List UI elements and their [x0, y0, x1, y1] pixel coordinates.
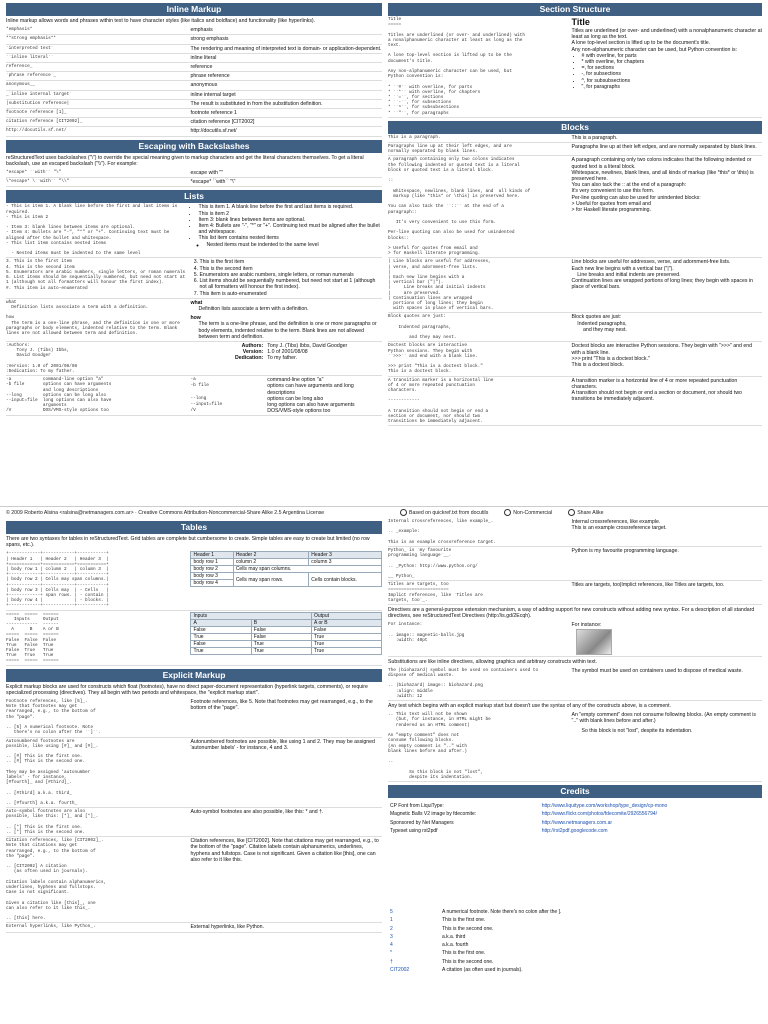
rendered-cell: Citation references, like [CIT2002]. Note that citations may get rearranged, e.g., to the bottom of the "page". Citation labels contain alphanumerics, underlines, hyphens and fullstops. Case is not significant. Given a citation like [this], one can also refer to it like this. [190, 838, 381, 863]
source-cell: A paragraph containing only two colons indicates the following indented or quoted text is a literal block or quoted text is a literal block. :: Whitespace, newlines, blank lines, and all kinds of markup (like *this* or \this) is preserved here. You can also tack the ``::`` at the end of a paragraph:: It's very convenient to use this form. Per-line quoting can also be used for unindented blocks:: > Useful for quotes from email and > for Haskell literate programming. [388, 157, 531, 257]
source-cell: | Line blocks are useful for addresses, | verse, and adornment-free lists. | | Each new line begins with a | vertical bar ("|"). | Line breaks and initial indents | are preserved. | Continuation lines are wrapped portions of long lines; they begin with spaces in place of vertical bars. [388, 259, 494, 312]
source-cell: **strong emphasis** [6, 36, 57, 42]
rendered-cell: Autonumbered footnotes are possible, like using 1 and 2. They may be assigned 'autonumber labels' - for instance, 4 and 3. [190, 738, 377, 751]
field-list-row [6, 342, 382, 376]
simple-table [190, 612, 382, 655]
section-p2: A lone top-level section is lifted up to be the document's title. [571, 40, 711, 47]
rendered-cell: inline internal target [190, 91, 236, 98]
option-key: --input=file [190, 401, 223, 407]
left-column-top [6, 0, 382, 505]
def-how: The term is a one-line phrase, and the definition is one or more paragraphs or body elements, indented relative to the term. Blank lines are not allowed between term and definition. [198, 321, 377, 340]
block-row [388, 313, 762, 342]
rendered-cell: strong emphasis [190, 36, 229, 43]
rendered-cell: Doctest blocks are interactive Python sessions. They begin with ">>>" and end with a blank line. >>> print "This is a doctest block." This is a doctest block. [571, 343, 753, 368]
rendered-cell: http://docutils.sf.net/ [190, 128, 237, 135]
source-cell: Python_ is `my favourite programming language`__. .. _Python: http://www.python.org/ __ Python_ [388, 548, 478, 580]
explicit-intro: Explicit markup blocks are used for constructs which float (footnotes), have no direct paper-document representation (hyperlink targets, comments), or require specialized processing (directives). They all begin with two periods and whitespace, the "explicit markup start". [6, 683, 368, 696]
field-key: Dedication: [235, 355, 264, 362]
substitution-out: The symbol must be used on containers used to dispose of medical waste. [571, 667, 743, 674]
cc-footer [400, 508, 760, 518]
right-column-bottom [388, 518, 762, 1024]
footnote-label: * [390, 950, 392, 957]
bullet-list-row [6, 203, 382, 258]
grid-header-cell: Header 2 [233, 552, 308, 559]
footnote-row [390, 926, 760, 932]
source-cell: ``inline literal`` [6, 54, 54, 60]
field-value: Tony J. (Tibs) Ibbs, David Goodger [267, 342, 348, 349]
directive-label: For instance: [571, 622, 602, 629]
def-what: Definition lists associate a term with a definition. [198, 305, 309, 312]
simple-table-src: ===== ===== ====== Inputs Output ------------ ------ A B A or B ===== ===== ====== False False False True False True False True True True True True ===== ===== ====== [6, 611, 59, 664]
escape-out-2: *escape* ``with`` "\" [190, 179, 236, 186]
credit-link[interactable]: http://www.liquitype.com/workshop/type_design/cp-mono [541, 802, 668, 809]
rendered-cell: inline literal [190, 54, 217, 61]
def-list-src: what Definition lists associate a term with a definition. how The term is a one-line phrase, and the definition is one or more paragraphs or body elements, indented relative to the term. Blank lines are not allowed between term and definition. [6, 299, 180, 336]
rendered-cell: Internal crossreferences, like example. This is an example crossreference target. [571, 519, 667, 532]
enum-item: 5. Enumerators are arabic numbers, single letters, or roman numerals [199, 272, 382, 278]
inline-markup-row [6, 109, 382, 118]
simple-cell: False [312, 626, 382, 633]
option-value: long options can also have arguments [267, 401, 355, 408]
block-row [388, 156, 762, 258]
simple-table-row [6, 611, 382, 666]
substitution-src: The |biohazard| symbol must be used on containers used to dispose of medical waste. .. |biohazard| image:: biohazard.png :align: middle :width: 12 [388, 667, 539, 699]
option-list-out [190, 377, 382, 414]
enum-item: 4. This is the second item [199, 266, 382, 272]
footnote-text: This is the first one. [442, 917, 486, 924]
option-list-row [6, 376, 382, 416]
footnote-row [390, 967, 760, 973]
simple-cell: False [191, 626, 251, 633]
option-value: command-line option "a" [267, 377, 324, 384]
source-cell: Citation references, like [CIT2002]_. Note that citations may get rearranged, e.g., to the bottom of the "page". .. [CIT2002] A citation (as often used in journals). Citation labels contain alphanumerics, underlines, hyphens and fullstops. Case is not significant. Given a citation like [this]_, one can also refer to it like this_. .. [this] here. [6, 838, 107, 922]
bullet-list [190, 204, 382, 241]
rendered-cell: anonymous [190, 82, 218, 89]
source-cell: This is a paragraph. [388, 134, 441, 140]
simple-cell: True [312, 647, 382, 654]
rendered-cell: Footnote references, like 5. Note that footnotes may get rearranged, e.g., to the bottom of the "page". [190, 699, 375, 712]
inline-markup-row [6, 35, 382, 44]
footnote-text: This is the first one. [442, 950, 486, 957]
credit-label: Sponsored by Net Managers [390, 819, 454, 826]
def-list-out [190, 300, 382, 340]
grid-cell: Cells contain blocks. [309, 573, 382, 587]
cc-nc-icon [504, 509, 511, 516]
rendered-cell: Auto-symbol footnotes are also possible, like this: * and †. [190, 809, 324, 816]
comment-intro: Any text which begins with an explicit markup start but doesn't use the syntax of any of the constructs above, is a comment. [388, 703, 671, 710]
cc-nc: Non-Commercial [504, 508, 552, 518]
simple-subheader-cell: A [191, 619, 251, 626]
credit-link[interactable]: http://rst2pdf.googlecode.com [541, 828, 608, 835]
rendered-cell: emphasis [190, 27, 213, 34]
grid-cell: column 3 [309, 559, 382, 566]
option-key: /V [190, 408, 196, 414]
right-column-top [388, 0, 762, 505]
option-value: options can be long also [267, 395, 324, 402]
simple-cell: True [191, 647, 251, 654]
directive-src: For instance: .. image:: magnetic-balls.jpg :width: 40pt [388, 622, 465, 644]
rendered-cell: External hyperlinks, like Python. [190, 924, 264, 931]
footnote-row [390, 950, 760, 956]
escaping-intro: reStructuredText uses backslashes ("\") to override the special meaning given to markup characters and get the literal characters themselves. To get a literal backslash, use an escaped backslash ("\\"). For example: [6, 154, 364, 167]
bullet-item: • This list item contains nested items [198, 235, 382, 241]
source-cell: External hyperlinks, like Python_. [6, 924, 96, 930]
lists-header: Lists [6, 190, 382, 203]
simple-cell: True [312, 640, 382, 647]
grid-header-cell: Header 3 [309, 552, 382, 559]
section-title-sample: Title [571, 17, 590, 27]
rendered-cell: phrase reference [190, 73, 230, 80]
source-cell: http://docutils.sf.net/ [6, 128, 67, 134]
bullet-item: • This is item 1. A blank line before the first and last items is required. [198, 204, 382, 210]
inline-markup-row [6, 91, 382, 100]
field-key: Version: [242, 349, 264, 356]
substitution-intro: Substitutions are like inline directives, allowing graphics and arbitrary constructs within text. [388, 658, 598, 665]
source-cell: Footnote references, like [5]_. Note that footnotes may get rearranged, e.g., to the bottom of the "page". .. [5] A numerical footnote. Note there's no colon after the ``]``. [6, 699, 101, 736]
footnote-label: CIT2002 [390, 967, 410, 973]
source-cell: anonymous__ [6, 82, 35, 88]
inline-markup-row [6, 72, 382, 81]
comment-out [572, 712, 762, 780]
inline-markup-row [6, 63, 382, 72]
rendered-cell: Titles are targets, too|Implict references, like Titles are targets, too. [571, 582, 725, 589]
simple-cell: True [251, 640, 311, 647]
source-cell: `interpreted text` [6, 45, 54, 51]
tables-intro: There are two syntaxes for tables in reStructuredText. Grid tables are complete but cumbersome to create. Simple tables are easy to create but limited (no row spans, etc.). [6, 536, 370, 549]
xref-rows [388, 518, 762, 605]
option-list-src: -a command-line option "a" -b file options can have arguments and long descriptions --long options can be long also --input=file long options can also have arguments /V DOS/VMS-style options too [6, 377, 112, 414]
inline-rows [6, 26, 382, 136]
explicit-row [6, 738, 382, 809]
footnote-text: a.k.a. third [442, 933, 466, 940]
inline-intro: Inline markup allows words and phrases within text to have character styles (like italics and boldface) and functionality (like hyperlinks). [6, 18, 316, 24]
inline-markup-row [6, 127, 382, 136]
footnote-label: † [390, 958, 393, 965]
comment-src: .. This text will not be shown (but, for instance, in HTML might be rendered as an HTML comment) An "empty comment" does not consume following blocks. (An empty comment is ".." with blank lines before and after.) .. So this block is not "lost", despite its indentation. [388, 712, 491, 780]
section-convention-list [572, 53, 762, 90]
xref-row [388, 581, 762, 605]
option [190, 408, 382, 414]
term-what: what [190, 299, 203, 306]
simple-cell: True [191, 633, 251, 640]
simple-table-out [190, 612, 382, 664]
footnote-row [390, 909, 760, 915]
escape-src-1: *escape* ``with`` "\" [6, 170, 62, 176]
cc-sa-icon [568, 509, 575, 516]
enum-item: 3. This is the first item [199, 259, 382, 265]
option-value: options can have arguments and long descriptions [267, 383, 354, 396]
inline-markup-header: Inline Markup [6, 3, 382, 16]
source-cell: A transition marker is a horizontal line of 4 or more repeated punctuation characters. ------------ A transition should not begin or end a section or document, nor should two transitions be immediately adjacent. [388, 377, 494, 425]
term-how: how [190, 315, 201, 322]
option-key: --long [190, 395, 207, 401]
inline-markup-row [6, 26, 382, 35]
rendered-cell: The rendering and meaning of interpreted text is domain- or application-dependent. [190, 45, 382, 52]
rendered-cell: citation reference [CIT2002] [190, 119, 255, 126]
rendered-cell: Python is my favourite programming language. [571, 548, 679, 555]
comment-out-1: An "empty comment" does not consume following blocks. (An empty comment is ".." with blank lines before and after.) [571, 712, 756, 725]
grid-table-row [6, 550, 382, 610]
escape-src-2: \*escape* \``with`` "\\" [6, 179, 70, 185]
simple-subheader-cell: A or B [312, 619, 382, 626]
simple-cell: True [312, 633, 382, 640]
footnote-label: 3 [390, 933, 393, 940]
enum-list [190, 259, 382, 296]
enum-list-row [6, 258, 382, 298]
directives-intro: Directives are a general-purpose extension mechanism, a way of adding support for new constructs without adding new syntax. For a description of all standard directives, see reStructuredText Directives (http://is.gd/2Ecqh). [388, 607, 755, 620]
explicit-row [6, 923, 382, 932]
inline-markup-row [6, 81, 382, 90]
footnote-row [390, 934, 760, 940]
credit-label: CP Font from LiquiType: [390, 802, 444, 809]
credit-label: Typeset using rst2pdf [390, 828, 438, 835]
source-cell: Paragraphs line up at their left edges, and are normally separated by blank lines. [388, 144, 512, 155]
grid-table-out [190, 551, 382, 608]
substitution-row [388, 667, 762, 701]
cc-by: Based on quickref.txt from docutils [400, 508, 488, 518]
simple-cell: False [251, 633, 311, 640]
enum-list-out [190, 259, 382, 296]
license-footer: © 2009 Roberto Alsina <ralsina@netmanagers.com.ar> · Creative Commons Attribution-Noncommercial-Share Alike 2.5 Argentina License [6, 510, 325, 516]
credit-link[interactable]: http://www.flickr.com/photos/fdecomite/2926556794/ [541, 811, 658, 818]
bullet-list-out [190, 204, 382, 256]
footnote-label: 1 [390, 917, 393, 924]
credit-row [390, 803, 760, 810]
nested-item: ◦ Nested items must be indented to the same level [206, 242, 382, 248]
source-cell: Autonumbered footnotes are possible, like using [#]_ and [#]_. .. [#] This is the first one. .. [#] This is the second one. They may be assigned 'autonumber labels' - for instance, [#fourth]_ and [#third]_. .. [#third] a.k.a. third_ .. [#fourth] a.k.a. fourth_ [6, 738, 99, 806]
rendered-cell: Paragraphs line up at their left edges, and are normally separated by blank lines. [571, 144, 757, 151]
field-list-src: :Authors: Tony J. (Tibs) Ibbs, David Goodger :Version: 1.0 of 2001/08/08 :Dedication: To my father. [6, 342, 78, 374]
bullet-item: • Item 3: blank lines between items are optional. [198, 217, 382, 223]
footnote-text: This is the second one. [442, 958, 494, 965]
grid-cell: body row 2 [191, 566, 233, 573]
footnote-text: a.k.a. fourth [442, 942, 469, 949]
block-row [388, 377, 762, 427]
rendered-cell: footnote reference 1 [190, 110, 237, 117]
section-out [572, 17, 762, 116]
enum-item: 6. List items should be sequentially numbered, but need not start at 1 (although not all formatters will honour the first index). [199, 278, 382, 290]
credit-row [390, 811, 760, 818]
footnote-label: 4 [390, 942, 393, 949]
inline-markup-row [6, 100, 382, 109]
field-key: Authors: [241, 342, 264, 349]
bullet-item: • Item 4: Bullets are "-", "*" or "+". Continuing text must be aligned after the bullet and whitespace. [198, 223, 382, 235]
section-p3: Any non-alphanumeric character can be used, but Python convention is: [571, 46, 738, 53]
left-column-bottom [6, 518, 382, 1024]
convention-item: • * with overline, for chapters [582, 59, 762, 65]
field-value: To my father. [267, 355, 297, 362]
source-cell: reference_ [6, 64, 33, 70]
escape-out-1: escape with "" [190, 170, 223, 177]
explicit-rows [6, 698, 382, 933]
tables-header: Tables [6, 521, 382, 534]
credit-link[interactable]: http://www.netmanagers.com.ar [541, 819, 613, 826]
simple-cell: False [191, 640, 251, 647]
credits-header: Credits [388, 785, 762, 798]
inline-markup-row [6, 54, 382, 63]
source-cell: footnote reference [1]_ [6, 110, 67, 116]
grid-cell: body row 4 [191, 580, 233, 587]
bullet-item: • This is item 2 [198, 211, 382, 217]
explicit-row [6, 698, 382, 737]
section-structure-header: Section Structure [388, 3, 762, 16]
xref-row [388, 518, 762, 547]
footnote-label: 5 [390, 908, 393, 915]
source-cell: citation reference [CIT2002]_ [6, 119, 83, 125]
grid-header-cell: Header 1 [191, 552, 233, 559]
bullet-list-src: - This is item 1. A blank line before the first and last items is required. - This is item 2 - Item 3: blank lines between items are optional. - Item 4: Bullets are "-", "*" or "+". Continuing text must be aligned after the bullet and whitespace. - This list item contains nested items - Nested items must be indented to the same level [6, 204, 178, 257]
block-row [388, 258, 762, 313]
simple-header-cell: Inputs [191, 612, 312, 619]
explicit-row [6, 808, 382, 837]
explicit-markup-header: Explicit Markup [6, 669, 382, 682]
escaping-header: Escaping with Backslashes [6, 140, 382, 153]
field-list-out [190, 343, 382, 374]
inline-markup-row [6, 45, 382, 54]
directive-row [388, 621, 762, 656]
credit-row [390, 828, 760, 835]
block-rows [388, 134, 762, 427]
block-row [388, 342, 762, 376]
page-divider [0, 506, 768, 507]
directive-out [572, 622, 762, 654]
source-cell: _`inline internal target` [6, 91, 72, 97]
option-value: DOS/VMS-style options too [267, 408, 331, 415]
grid-table-src: +------------+------------+-----------+ | Header 1 | Header 2 | Header 3 | +============+============+===========+ | body row 1 | column 2 | column 3 | +------------+------------+-----------+ | body row 2 | Cells may span columns.| +------------+------------+-----------+ | body row 3 | Cells may | - Cells | +------------+ span rows. | - contain | | body row 4 | | - blocks. | +------------+------------+-----------+ [6, 551, 109, 609]
option-key: -b file [190, 383, 209, 389]
source-cell: *emphasis* [6, 27, 33, 33]
rendered-cell: reference [190, 64, 213, 71]
simple-cell: True [251, 647, 311, 654]
source-cell: Titles are targets, too ======================= Implict references, like `Titles are targets, too`_. [388, 582, 483, 603]
convention-item: • # with overline, for parts [582, 53, 762, 59]
section-row [388, 16, 762, 118]
cc-sa: Share Alike [568, 508, 603, 518]
source-cell: Block quotes are just: Indented paragraphs, and they may nest. [388, 314, 457, 341]
grid-cell: body row 1 [191, 559, 233, 566]
grid-cell: Cells may span columns. [233, 566, 381, 573]
cc-by-icon [400, 509, 407, 516]
source-cell: Internal crossreferences, like example_. .. _example: This is an example crossreference target. [388, 519, 497, 545]
escape-row [6, 178, 382, 187]
magnetic-balls-image [576, 629, 612, 655]
escape-row [6, 169, 382, 178]
explicit-row [6, 837, 382, 923]
section-src: Title ===== Titles are underlined (or over- and underlined) with a nonalphanumeric character at least as long as the text. A lone top-level section is lifted up to be the document's title. Any non-alphanumeric character can be used, but Python convention is: * ``#`` with overline, for parts * ``*`` with overline, for chapters * ``=``, for sections * ``-``, for subsections * ``^``, for subsubsections * ``"``, for paragraphs [388, 17, 526, 116]
footnote-text: This is the second one. [442, 925, 494, 932]
block-row [388, 143, 762, 156]
convention-item: • -, for subsections [582, 71, 762, 77]
grid-cell: body row 3 [191, 573, 233, 580]
rendered-cell: A transition marker is a horizontal line of 4 or more repeated punctuation characters. A transition should not begin or end a section or document, nor should two transitions be immediately adjacent. [571, 377, 742, 403]
rendered-cell: The result is substituted in from the substitution definition. [190, 100, 323, 107]
credits-table [388, 801, 762, 837]
convention-item: • ", for paragraphs [582, 84, 762, 90]
footnote-text: A numerical footnote. Note there's no colon after the ]. [442, 908, 562, 915]
source-cell: Auto-symbol footnotes are also possible, like this: [*]_ and [*]_. .. [*] This is the first one. .. [*] This is the second one. [6, 809, 99, 835]
field-value: 1.0 of 2001/08/08 [267, 349, 308, 356]
block-row [388, 134, 762, 143]
comment-row [388, 711, 762, 782]
credit-label: Magnetic Balls V2 image by fdecomite: [390, 811, 477, 818]
comment-out-2: So this block is not "lost", despite its indentation. [581, 727, 693, 734]
enum-item: 7. This item is auto-enumerated [199, 291, 382, 297]
footnotes-table [388, 907, 762, 975]
footnote-row [390, 942, 760, 948]
inline-markup-row [6, 118, 382, 127]
rendered-cell: This is a paragraph. [571, 134, 618, 141]
source-cell: Doctest blocks are interactive Python sessions. They begin with ``>>>`` and end with a blank line. >>> print "This is a doctest block." This is a doctest block. [388, 343, 483, 375]
def-list-row [6, 299, 382, 342]
credit-row [390, 820, 760, 827]
rendered-cell: Block quotes are just: Indented paragraphs, and they may nest. [571, 314, 627, 333]
blocks-header: Blocks [388, 121, 762, 134]
grid-table [190, 551, 382, 587]
convention-item: • ^, for subsubsections [582, 78, 762, 84]
footnote-text: A citation (as often used in journals). [442, 967, 523, 973]
footnote-row [390, 959, 760, 965]
footnote-label: 2 [390, 925, 393, 932]
simple-subheader-cell: B [251, 619, 311, 626]
field [190, 355, 382, 361]
rendered-cell: Line blocks are useful for addresses, verse, and adornment-free lists. Each new line begins with a vertical bar ("|"). Line breaks and initial indents are preserved. Continuation lines are wrapped portions of long lines; they begin with spaces in place of vertical bars. [571, 259, 753, 291]
xref-row [388, 547, 762, 581]
grid-cell: Cells may span rows. [233, 573, 308, 587]
source-cell: `phrase reference`_ [6, 73, 57, 79]
grid-cell: column 2 [233, 559, 308, 566]
footnote-row [390, 917, 760, 923]
enum-list-src: 3. This is the first item 4. This is the second item 5. Enumerators are arabic numbers, single letters, or roman numerals 6. List items should be sequentially numbered, but need not start at 1 (although not all formatters will honour the first index). #. This item is auto-enumerated [6, 259, 186, 291]
option [190, 383, 382, 395]
section-p1: Titles are underlined (or over- and underlined) with a nonalphanumeric character at least as long as the text. [571, 28, 762, 41]
simple-cell: False [251, 626, 311, 633]
convention-item: • =, for sections [582, 65, 762, 71]
option-key: -a [190, 377, 196, 383]
rendered-cell: A paragraph containing only two colons indicates that the following indented or quoted text is a literal block. Whitespace, newlines, blank lines, and all kinds of markup (like *this* or \this) is preserved here. You can also tack the :: at the end of a paragraph: It's very convenient to use this form. Per-line quoting can also be used for unindented blocks: > Useful for quotes from email and > for Haskell literate programming. [571, 157, 754, 214]
source-cell: |substitution reference| [6, 100, 70, 106]
simple-header-cell: Output [312, 612, 382, 619]
